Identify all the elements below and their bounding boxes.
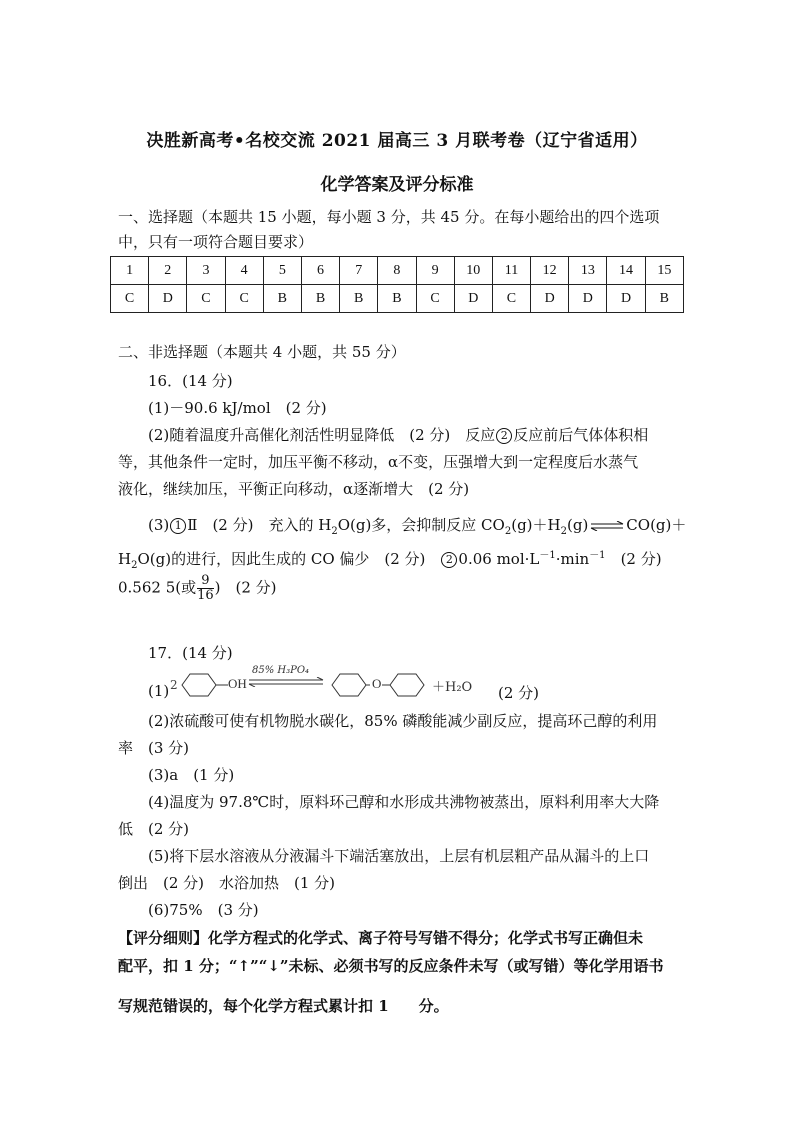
question-number-cell: 1 bbox=[111, 257, 149, 285]
grading-note-line2: 配平，扣 1 分；“↑”“↓”未标、必须书写的反应条件未写（或写错）等化学用语书 bbox=[118, 957, 664, 975]
question-number-cell: 7 bbox=[340, 257, 378, 285]
q17-part2-line1: (2)浓硫酸可使有机物脱水碳化，85% 磷酸能减少副反应，提高环己醇的利用 bbox=[148, 712, 658, 730]
superscript: －1 bbox=[539, 550, 556, 561]
circled-number: 2 bbox=[441, 552, 457, 568]
answer-cell: B bbox=[340, 285, 378, 313]
q17-part5-line1: (5)将下层水溶液从分液漏斗下端活塞放出，上层有机层粗产品从漏斗的上口 bbox=[148, 847, 650, 865]
ether-oxygen: O bbox=[372, 676, 382, 691]
question-number-cell: 3 bbox=[187, 257, 225, 285]
answer-table bbox=[110, 256, 684, 313]
superscript: －1 bbox=[589, 550, 606, 561]
q16-part3-text: H bbox=[118, 550, 132, 568]
q17-part3: (3)a (1 分) bbox=[148, 766, 235, 784]
q16-part3-text: (g)＋H bbox=[511, 516, 561, 534]
answer-table-answer-row bbox=[111, 285, 684, 313]
cyclohexane-ring-icon bbox=[382, 670, 430, 700]
section1-heading-line2: 中，只有一项符合题目要求） bbox=[118, 233, 314, 251]
q16-part2-line1 bbox=[148, 424, 648, 445]
question-number-cell: 2 bbox=[149, 257, 187, 285]
q16-part3-label: (3) bbox=[148, 516, 170, 534]
q16-part3-value: 0.562 5(或 bbox=[118, 578, 197, 597]
answer-cell: D bbox=[569, 285, 607, 313]
cyclohexane-ring-icon bbox=[178, 670, 228, 700]
question-number-cell: 10 bbox=[454, 257, 492, 285]
q16-part3-line3 bbox=[118, 574, 277, 603]
question-number-cell: 13 bbox=[569, 257, 607, 285]
subscript: 2 bbox=[560, 526, 567, 537]
q16-title: 16．(14 分) bbox=[148, 372, 233, 390]
q16-part3-rate: 0.06 mol·L bbox=[458, 550, 540, 568]
answer-cell: C bbox=[492, 285, 530, 313]
q16-part3-text: (g) bbox=[566, 516, 589, 534]
answer-table-number-row bbox=[111, 257, 684, 285]
subscript: 2 bbox=[504, 526, 512, 537]
q16-part3-score: (2 分) bbox=[605, 550, 662, 568]
q16-part3-line1 bbox=[148, 514, 686, 537]
answer-cell: C bbox=[225, 285, 263, 313]
answer-cell: B bbox=[301, 285, 339, 313]
hydroxyl-group: OH bbox=[228, 676, 247, 691]
answer-cell: B bbox=[645, 285, 683, 313]
question-number-cell: 12 bbox=[531, 257, 569, 285]
q17-part2-line2: 率 (3 分) bbox=[118, 739, 190, 757]
q17-part5-line2: 倒出 (2 分) 水浴加热 (1 分) bbox=[118, 874, 336, 892]
question-number-cell: 8 bbox=[378, 257, 416, 285]
question-number-cell: 4 bbox=[225, 257, 263, 285]
question-number-cell: 6 bbox=[301, 257, 339, 285]
q16-part2-text-a: (2)随着温度升高催化剂活性明显降低 (2 分) 反应 bbox=[148, 426, 496, 444]
q17-title: 17．(14 分) bbox=[148, 644, 233, 662]
grading-note-line1: 【评分细则】化学方程式的化学式、离子符号写错不得分；化学式书写正确但未 bbox=[118, 929, 644, 947]
answer-cell: B bbox=[263, 285, 301, 313]
q17-part1-score: (2 分) bbox=[498, 684, 540, 702]
answer-cell: D bbox=[607, 285, 645, 313]
section1-heading-line1: 一、选择题（本题共 15 小题，每小题 3 分，共 45 分。在每小题给出的四个选项 bbox=[118, 208, 660, 226]
answer-cell: C bbox=[187, 285, 225, 313]
question-number-cell: 11 bbox=[492, 257, 530, 285]
question-number-cell: 5 bbox=[263, 257, 301, 285]
equilibrium-arrow-icon bbox=[590, 521, 624, 531]
q17-part4-line2: 低 (2 分) bbox=[118, 820, 190, 838]
reaction-condition: 85% H₃PO₄ bbox=[252, 665, 310, 676]
circled-number: 2 bbox=[496, 428, 512, 444]
cyclohexane-ring-icon bbox=[328, 670, 370, 700]
question-number-cell: 14 bbox=[607, 257, 645, 285]
question-number-cell: 15 bbox=[645, 257, 683, 285]
fraction bbox=[197, 574, 214, 603]
q16-part2-line2: 等，其他条件一定时，加压平衡不移动，α不变，压强增大到一定程度后水蒸气 bbox=[118, 453, 639, 471]
q17-reaction-equation bbox=[148, 665, 668, 702]
q16-part3-line2 bbox=[118, 546, 662, 571]
q16-part2-line3: 液化，继续加压，平衡正向移动，α逐渐增大 (2 分) bbox=[118, 480, 470, 498]
q17-part4-line1: (4)温度为 97.8℃时，原料环己醇和水形成共沸物被蒸出，原料利用率大大降 bbox=[148, 793, 660, 811]
q16-part3-text: O(g)多，会抑制反应 CO bbox=[337, 516, 505, 534]
fraction-numerator: 9 bbox=[197, 574, 214, 589]
section2-heading: 二、非选择题（本题共 4 小题，共 55 分） bbox=[118, 343, 406, 361]
answer-cell: C bbox=[111, 285, 149, 313]
document-title: 决胜新高考•名校交流 2021 届高三 3 月联考卷（辽宁省适用） bbox=[146, 131, 648, 151]
q16-part1: (1)－90.6 kJ/mol (2 分) bbox=[148, 399, 327, 417]
subscript: 2 bbox=[331, 526, 338, 537]
answer-cell: C bbox=[416, 285, 454, 313]
equilibrium-arrow-icon bbox=[248, 677, 324, 687]
coefficient: 2 bbox=[170, 678, 178, 692]
q16-part2-text-b: 反应前后气体体积相 bbox=[513, 426, 649, 444]
q16-part3-score: ) (2 分) bbox=[214, 578, 277, 597]
q16-part3-text: Ⅱ (2 分) 充入的 H bbox=[187, 516, 332, 534]
q16-part3-text: CO(g)＋ bbox=[626, 516, 687, 534]
grading-note-line3: 写规范错误的，每个化学方程式累计扣 1 分。 bbox=[118, 997, 449, 1015]
answer-cell: D bbox=[149, 285, 187, 313]
water-product: ＋H₂O bbox=[432, 680, 473, 695]
question-number-cell: 9 bbox=[416, 257, 454, 285]
q17-part1-label: (1) bbox=[148, 682, 170, 700]
document-subtitle: 化学答案及评分标准 bbox=[320, 175, 474, 195]
fraction-denominator: 16 bbox=[197, 588, 214, 603]
q16-part3-text: O(g)的进行，因此生成的 CO 偏少 (2 分) bbox=[137, 550, 441, 568]
q17-part6: (6)75% (3 分) bbox=[148, 901, 259, 919]
answer-cell: B bbox=[378, 285, 416, 313]
answer-cell: D bbox=[531, 285, 569, 313]
subscript: 2 bbox=[131, 560, 138, 571]
answer-cell: D bbox=[454, 285, 492, 313]
q16-part3-unit: ·min bbox=[555, 550, 590, 568]
circled-number: 1 bbox=[170, 518, 186, 534]
